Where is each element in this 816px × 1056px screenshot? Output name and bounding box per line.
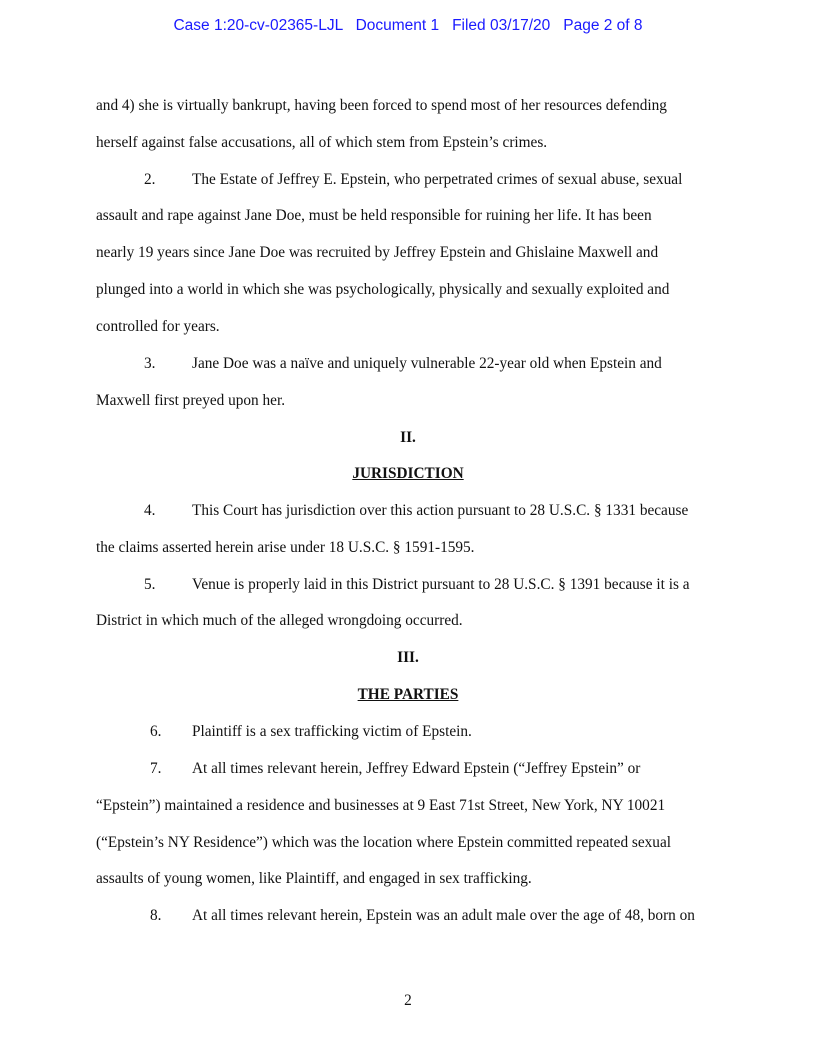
document-number: Document 1	[355, 17, 440, 34]
paragraph-line: assault and rape against Jane Doe, must be held responsible for ruining her life. It has been	[96, 207, 652, 224]
case-number: Case 1:20-cv-02365-LJL	[173, 17, 343, 34]
paragraph-number: 6.	[150, 723, 162, 740]
paragraph-number: 2.	[144, 171, 156, 188]
section-heading	[0, 686, 816, 704]
paragraph-number: 4.	[144, 502, 156, 519]
paragraph-line: Maxwell first preyed upon her.	[96, 392, 286, 409]
paragraph-line: (“Epstein’s NY Residence”) which was the location where Epstein committed repeated sexual	[96, 834, 671, 851]
paragraph-line: “Epstein”) maintained a residence and businesses at 9 East 71st Street, New York, NY 10021	[96, 797, 666, 814]
paragraph-line: This Court has jurisdiction over this action pursuant to 28 U.S.C. § 1331 because	[192, 502, 689, 519]
paragraph-line: Jane Doe was a naïve and uniquely vulnerable 22-year old when Epstein and	[192, 355, 662, 372]
paragraph-line: the claims asserted herein arise under 18 U.S.C. § 1591-1595.	[96, 539, 475, 556]
section-title: THE PARTIES	[357, 686, 459, 703]
paragraph-line: nearly 19 years since Jane Doe was recruited by Jeffrey Epstein and Ghislaine Maxwell and	[96, 244, 659, 261]
section-number: III.	[397, 649, 419, 666]
paragraph-number: 3.	[144, 355, 156, 372]
paragraph-line: assaults of young women, like Plaintiff, and engaged in sex trafficking.	[96, 870, 532, 887]
section-heading	[0, 465, 816, 483]
paragraph-line: controlled for years.	[96, 318, 220, 335]
paragraph-line: plunged into a world in which she was psychologically, physically and sexually exploited and	[96, 281, 670, 298]
paragraph-number: 7.	[150, 760, 162, 777]
filed-date: Filed 03/17/20	[452, 17, 551, 34]
paragraph-number: 5.	[144, 576, 156, 593]
paragraph-line: and 4) she is virtually bankrupt, having been forced to spend most of her resources defending	[96, 97, 667, 114]
paragraph-line: herself against false accusations, all of which stem from Epstein’s crimes.	[96, 134, 548, 151]
paragraph-line: At all times relevant herein, Jeffrey Edward Epstein (“Jeffrey Epstein” or	[192, 760, 641, 777]
paragraph-line: Venue is properly laid in this District pursuant to 28 U.S.C. § 1391 because it is a	[192, 576, 690, 593]
paragraph-line: The Estate of Jeffrey E. Epstein, who perpetrated crimes of sexual abuse, sexual	[192, 171, 683, 188]
section-number: II.	[400, 429, 416, 446]
page-indicator: Page 2 of 8	[563, 17, 643, 34]
paragraph-line: District in which much of the alleged wrongdoing occurred.	[96, 612, 463, 629]
ecf-header	[0, 17, 816, 35]
paragraph-number: 8.	[150, 907, 162, 924]
paragraph-line: At all times relevant herein, Epstein was an adult male over the age of 48, born on	[192, 907, 695, 924]
paragraph-line: Plaintiff is a sex trafficking victim of Epstein.	[192, 723, 472, 740]
page-number: 2	[404, 992, 412, 1009]
section-title: JURISDICTION	[352, 465, 464, 482]
